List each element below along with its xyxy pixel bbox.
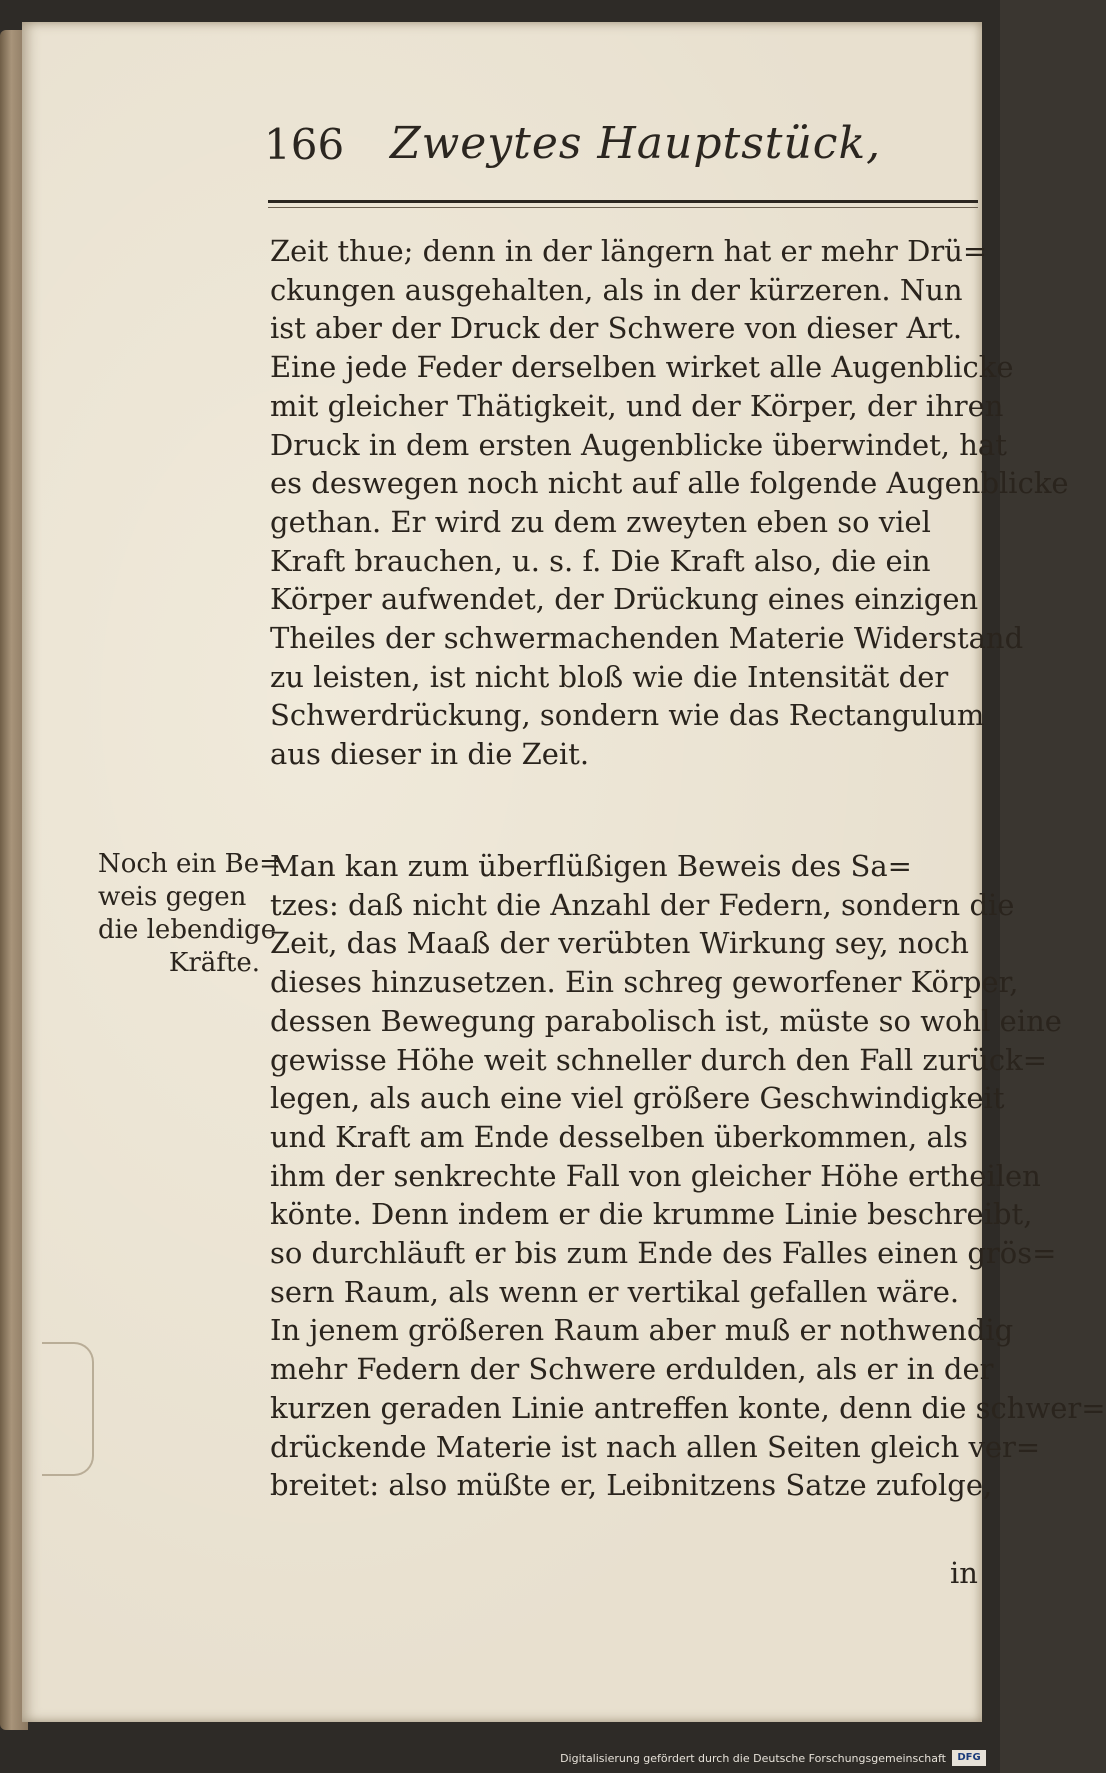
text-line: In jenem größeren Raum aber muß er nothwendig xyxy=(270,1313,1014,1348)
header-rule xyxy=(268,200,978,203)
marginal-line: weis gegen xyxy=(98,882,247,912)
marginal-line: die lebendige xyxy=(98,915,277,945)
text-line: zu leisten, ist nicht bloß wie die Intensität der xyxy=(270,659,949,694)
text-line: ist aber der Druck der Schwere von dieser Art. xyxy=(270,311,963,346)
text-line: ihm der senkrechte Fall von gleicher Höhe ertheilen xyxy=(270,1158,1041,1193)
text-line: Zeit thue; denn in der längern hat er mehr Drü= xyxy=(270,234,988,268)
paragraph-2 xyxy=(270,847,1106,1505)
text-line: Schwerdrückung, sondern wie das Rectangulum xyxy=(270,698,985,733)
text-line: dessen Bewegung parabolisch ist, müste so wohl eine xyxy=(270,1003,1062,1038)
text-line: kurzen geraden Linie antreffen konte, denn die schwer= xyxy=(270,1390,1106,1425)
paragraph-1 xyxy=(270,232,1069,774)
text-line: Körper aufwendet, der Drückung eines einzigen xyxy=(270,582,979,617)
text-line: drückende Materie ist nach allen Seiten gleich ver= xyxy=(270,1429,1041,1464)
text-line: so durchläuft er bis zum Ende des Falles einen grös= xyxy=(270,1236,1057,1271)
text-line: Theiles der schwermachenden Materie Widerstand xyxy=(270,621,1024,656)
text-line: legen, als auch eine viel größere Geschwindigkeit xyxy=(270,1081,1005,1116)
page-number: 166 xyxy=(264,120,345,169)
catchword: in xyxy=(950,1556,978,1590)
text-line: es deswegen noch nicht auf alle folgende Augenblicke xyxy=(270,466,1069,501)
text-line: dieses hinzusetzen. Ein schreg geworfener Körper, xyxy=(270,965,1019,1000)
text-line: Man kan zum überflüßigen Beweis des Sa= xyxy=(270,849,912,883)
text-line: breitet: also müßte er, Leibnitzens Satze zufolge, xyxy=(270,1468,993,1503)
text-line: Kraft brauchen, u. s. f. Die Kraft also, die ein xyxy=(270,543,931,578)
digitization-credit: Digitalisierung gefördert durch die Deutsche Forschungsgemeinschaft xyxy=(560,1752,946,1765)
text-line: könte. Denn indem er die krumme Linie beschreibt, xyxy=(270,1197,1033,1232)
text-line: gethan. Er wird zu dem zweyten eben so viel xyxy=(270,504,931,539)
text-line: Zeit, das Maaß der verübten Wirkung sey, noch xyxy=(270,926,969,961)
text-line: Eine jede Feder derselben wirket alle Augenblicke xyxy=(270,350,1014,385)
text-line: Druck in dem ersten Augenblicke überwindet, hat xyxy=(270,427,1007,462)
text-line: und Kraft am Ende desselben überkommen, als xyxy=(270,1119,968,1154)
text-line: ckungen ausgehalten, als in der kürzeren. Nun xyxy=(270,272,963,307)
text-line: gewisse Höhe weit schneller durch den Fall zurück= xyxy=(270,1042,1048,1077)
marginal-note xyxy=(98,848,281,980)
text-line: aus dieser in die Zeit. xyxy=(270,737,590,772)
text-line: mehr Federn der Schwere erdulden, als er in der xyxy=(270,1352,994,1387)
marginal-line: Noch ein Be= xyxy=(98,849,281,879)
text-line: sern Raum, als wenn er vertikal gefallen wäre. xyxy=(270,1274,960,1309)
dfg-logo: DFG xyxy=(952,1750,986,1766)
page-clip-mark xyxy=(42,1342,94,1476)
page-header xyxy=(248,118,978,178)
marginal-line: Kräfte. xyxy=(168,948,260,978)
text-line: tzes: daß nicht die Anzahl der Federn, sondern die xyxy=(270,887,1015,922)
text-line: mit gleicher Thätigkeit, und der Körper, der ihren xyxy=(270,388,1004,423)
running-head: Zweytes Hauptstück, xyxy=(390,118,882,169)
